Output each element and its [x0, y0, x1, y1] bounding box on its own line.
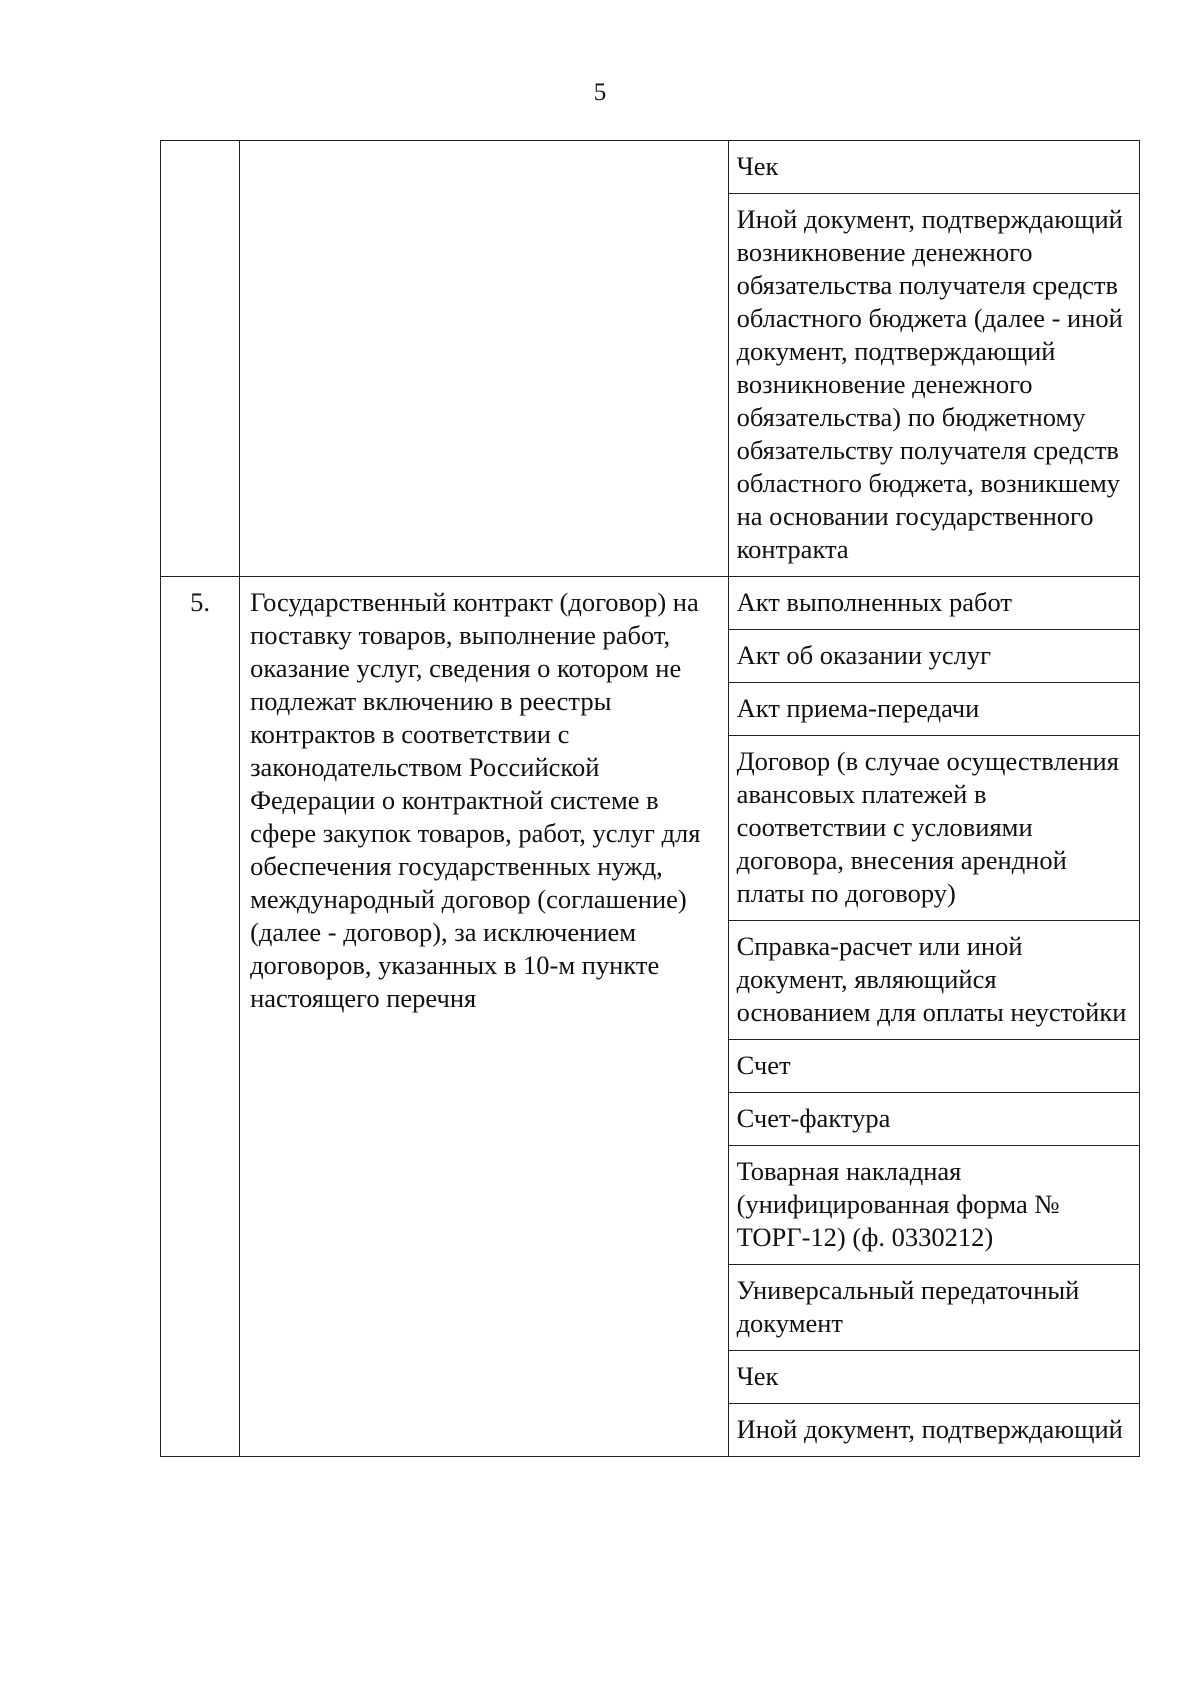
- document-item: Справка-расчет или иной документ, являющийся основанием для оплаты неустойки: [728, 921, 1139, 1040]
- document-item: Акт об оказании услуг: [728, 630, 1139, 683]
- document-item: Акт выполненных работ: [728, 577, 1139, 630]
- row-number: [161, 141, 239, 150]
- document-item: Счет-фактура: [728, 1093, 1139, 1146]
- page-number: 5: [593, 79, 607, 106]
- document-item: Чек: [728, 141, 1139, 194]
- document-item: Иной документ, подтверждающий возникновение денежного обязательства получателя средств областного бюджета (далее - иной документ, подтверждающий возникновение денежного обязательства) по бюджетному обязательству получателя средств областного бюджета, возникшему на основании государственного контракта: [728, 194, 1139, 577]
- table-row: [161, 141, 1140, 194]
- row-name: Государственный контракт (договор) на поставку товаров, выполнение работ, оказание услуг, сведения о котором не подлежат включению в реестры контрактов в соответствии с законодательством Российской Федерации о контрактной системе в сфере закупок товаров, работ, услуг для обеспечения государственных нужд, международный договор (соглашение) (далее - договор), за исключением договоров, указанных в 10-м пункте настоящего перечня: [250, 587, 701, 1013]
- row-number: 5.: [190, 587, 210, 617]
- document-item: Договор (в случае осуществления авансовых платежей в соответствии с условиями договора, внесения арендной платы по договору): [728, 736, 1139, 921]
- documents-table: [160, 140, 1140, 1457]
- row-number-cell: [161, 141, 240, 577]
- row-name-cell: [240, 141, 728, 577]
- document-item: Чек: [728, 1351, 1139, 1404]
- document-item: Акт приема-передачи: [728, 683, 1139, 736]
- row-number-cell: [161, 577, 240, 1457]
- document-item: Универсальный передаточный документ: [728, 1265, 1139, 1351]
- row-name: [240, 141, 727, 150]
- document-item: Товарная накладная (унифицированная форма № ТОРГ-12) (ф. 0330212): [728, 1146, 1139, 1265]
- document-item: Иной документ, подтверждающий: [728, 1404, 1139, 1457]
- document-item: Счет: [728, 1040, 1139, 1093]
- table-row: [161, 577, 1140, 630]
- row-name-cell: [240, 577, 728, 1457]
